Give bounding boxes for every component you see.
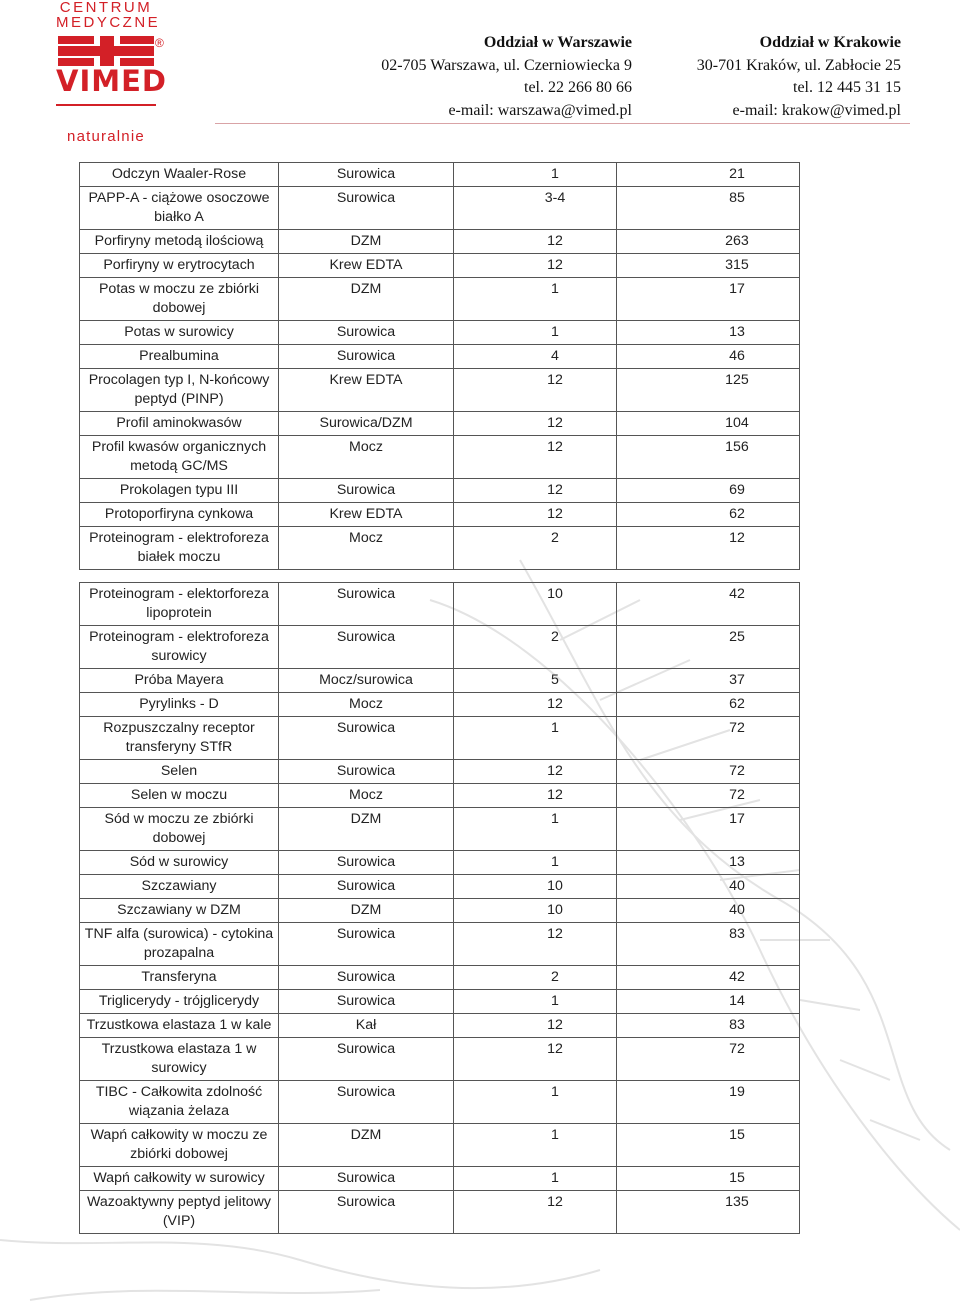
turnaround-days-cell: 2 — [454, 626, 617, 669]
test-name-cell: Rozpuszczalny receptor transferyny STfR — [80, 717, 279, 760]
table-row — [80, 966, 800, 990]
material-cell: Surowica — [279, 1081, 454, 1124]
test-name-cell: Profil kwasów organicznych metodą GC/MS — [80, 436, 279, 479]
table-row — [80, 369, 800, 412]
branch-name: Oddział w Warszawie — [483, 34, 632, 51]
material-cell: Surowica — [279, 851, 454, 875]
test-name-cell: Trzustkowa elastaza 1 w kale — [80, 1014, 279, 1038]
price-cell: 156 — [617, 436, 800, 479]
material-cell: Krew EDTA — [279, 503, 454, 527]
turnaround-days-cell: 1 — [454, 990, 617, 1014]
turnaround-days-cell: 12 — [454, 503, 617, 527]
turnaround-days-cell: 1 — [454, 851, 617, 875]
red-cross-icon — [58, 36, 154, 66]
vimed-logo — [56, 0, 168, 150]
material-cell: Surowica — [279, 626, 454, 669]
branch-name: Oddział w Krakowie — [759, 34, 901, 51]
price-cell: 135 — [617, 1191, 800, 1234]
test-name-cell: Odczyn Waaler-Rose — [80, 163, 279, 187]
turnaround-days-cell: 1 — [454, 1167, 617, 1191]
price-cell: 15 — [617, 1124, 800, 1167]
material-cell: Mocz — [279, 436, 454, 479]
material-cell: DZM — [279, 278, 454, 321]
table-row — [80, 163, 800, 187]
price-cell: 40 — [617, 875, 800, 899]
branch-address: 02-705 Warszawa, ul. Czerniowiecka 9 — [381, 56, 632, 74]
test-name-cell: Sód w surowicy — [80, 851, 279, 875]
turnaround-days-cell: 12 — [454, 1191, 617, 1234]
test-name-cell: Próba Mayera — [80, 669, 279, 693]
table-row — [80, 1081, 800, 1124]
turnaround-days-cell: 12 — [454, 230, 617, 254]
price-cell: 72 — [617, 1038, 800, 1081]
logo-brand: VIMED — [56, 64, 167, 98]
turnaround-days-cell: 1 — [454, 808, 617, 851]
branch-address: 30-701 Kraków, ul. Zabłocie 25 — [696, 56, 901, 74]
test-name-cell: Prokolagen typu III — [80, 479, 279, 503]
price-cell: 46 — [617, 345, 800, 369]
table-row — [80, 875, 800, 899]
price-cell: 72 — [617, 760, 800, 784]
table-row — [80, 923, 800, 966]
test-name-cell: Porfiryny metodą ilościową — [80, 230, 279, 254]
branch-email: e-mail: krakow@vimed.pl — [732, 101, 901, 119]
turnaround-days-cell: 1 — [454, 278, 617, 321]
turnaround-days-cell: 12 — [454, 479, 617, 503]
turnaround-days-cell: 1 — [454, 1124, 617, 1167]
price-cell: 125 — [617, 369, 800, 412]
branch-krakow — [697, 32, 901, 122]
table-row — [80, 851, 800, 875]
material-cell: Surowica — [279, 966, 454, 990]
test-name-cell: Selen w moczu — [80, 784, 279, 808]
price-cell: 83 — [617, 923, 800, 966]
table-row — [80, 1014, 800, 1038]
material-cell: Surowica — [279, 345, 454, 369]
turnaround-days-cell: 12 — [454, 1038, 617, 1081]
material-cell: Surowica — [279, 163, 454, 187]
test-name-cell: Trzustkowa elastaza 1 w surowicy — [80, 1038, 279, 1081]
turnaround-days-cell: 4 — [454, 345, 617, 369]
material-cell: Kał — [279, 1014, 454, 1038]
turnaround-days-cell: 10 — [454, 875, 617, 899]
test-name-cell: Porfiryny w erytrocytach — [80, 254, 279, 278]
material-cell: Mocz — [279, 693, 454, 717]
price-cell: 17 — [617, 808, 800, 851]
logo-tagline: naturalnie — [67, 128, 145, 145]
price-cell: 12 — [617, 527, 800, 570]
test-name-cell: Sód w moczu ze zbiórki dobowej — [80, 808, 279, 851]
turnaround-days-cell: 12 — [454, 436, 617, 479]
price-cell: 62 — [617, 503, 800, 527]
table-row — [80, 254, 800, 278]
price-cell: 85 — [617, 187, 800, 230]
material-cell: Surowica — [279, 717, 454, 760]
test-name-cell: TIBC - Całkowita zdolność wiązania żelaza — [80, 1081, 279, 1124]
material-cell: Surowica — [279, 321, 454, 345]
material-cell: Surowica — [279, 1038, 454, 1081]
test-name-cell: Szczawiany w DZM — [80, 899, 279, 923]
table-row — [80, 990, 800, 1014]
branch-phone: tel. 22 266 80 66 — [524, 79, 632, 96]
turnaround-days-cell: 1 — [454, 321, 617, 345]
price-cell: 315 — [617, 254, 800, 278]
registered-mark: ® — [155, 36, 164, 50]
price-cell: 15 — [617, 1167, 800, 1191]
table-row — [80, 784, 800, 808]
logo-line-centrum: CENTRUM — [59, 0, 153, 16]
turnaround-days-cell: 12 — [454, 412, 617, 436]
test-name-cell: Proteinogram - elektroforeza surowicy — [80, 626, 279, 669]
table-row — [80, 1124, 800, 1167]
material-cell: Surowica — [279, 479, 454, 503]
table-row — [80, 527, 800, 570]
test-name-cell: Potas w surowicy — [80, 321, 279, 345]
test-name-cell: Wapń całkowity w moczu ze zbiórki dobowej — [80, 1124, 279, 1167]
material-cell: Surowica — [279, 760, 454, 784]
table-row — [80, 412, 800, 436]
test-name-cell: TNF alfa (surowica) - cytokina prozapalna — [80, 923, 279, 966]
test-name-cell: Transferyna — [80, 966, 279, 990]
turnaround-days-cell: 2 — [454, 527, 617, 570]
test-name-cell: Profil aminokwasów — [80, 412, 279, 436]
test-name-cell: Procolagen typ I, N-końcowy peptyd (PINP) — [80, 369, 279, 412]
turnaround-days-cell: 12 — [454, 760, 617, 784]
logo-divider — [56, 104, 156, 106]
turnaround-days-cell: 1 — [454, 1081, 617, 1124]
test-name-cell: Wapń całkowity w surowicy — [80, 1167, 279, 1191]
turnaround-days-cell: 5 — [454, 669, 617, 693]
turnaround-days-cell: 1 — [454, 717, 617, 760]
turnaround-days-cell: 12 — [454, 369, 617, 412]
price-cell: 40 — [617, 899, 800, 923]
table-row — [80, 278, 800, 321]
test-price-table — [79, 162, 800, 570]
material-cell: Surowica — [279, 990, 454, 1014]
table-row — [80, 436, 800, 479]
table-row — [80, 1167, 800, 1191]
price-cell: 37 — [617, 669, 800, 693]
branch-warsaw — [381, 32, 632, 122]
table-row — [80, 187, 800, 230]
table-row — [80, 1191, 800, 1234]
table-row — [80, 899, 800, 923]
price-cell: 17 — [617, 278, 800, 321]
turnaround-days-cell: 3-4 — [454, 187, 617, 230]
turnaround-days-cell: 12 — [454, 784, 617, 808]
test-name-cell: Wazoaktywny peptyd jelitowy (VIP) — [80, 1191, 279, 1234]
price-cell: 14 — [617, 990, 800, 1014]
price-cell: 62 — [617, 693, 800, 717]
table-row — [80, 583, 800, 626]
test-name-cell: Triglicerydy - trójglicerydy — [80, 990, 279, 1014]
price-cell: 72 — [617, 784, 800, 808]
price-cell: 13 — [617, 851, 800, 875]
table-row — [80, 479, 800, 503]
turnaround-days-cell: 12 — [454, 693, 617, 717]
test-name-cell: Szczawiany — [80, 875, 279, 899]
table-row — [80, 808, 800, 851]
turnaround-days-cell: 10 — [454, 583, 617, 626]
test-name-cell: Proteinogram - elektorforeza lipoprotein — [80, 583, 279, 626]
test-name-cell: Prealbumina — [80, 345, 279, 369]
table-row — [80, 345, 800, 369]
table-row — [80, 760, 800, 784]
table-row — [80, 693, 800, 717]
test-name-cell: PAPP-A - ciążowe osoczowe białko A — [80, 187, 279, 230]
turnaround-days-cell: 12 — [454, 1014, 617, 1038]
table-row — [80, 1038, 800, 1081]
turnaround-days-cell: 2 — [454, 966, 617, 990]
material-cell: Surowica — [279, 583, 454, 626]
price-cell: 69 — [617, 479, 800, 503]
material-cell: Mocz/surowica — [279, 669, 454, 693]
material-cell: Mocz — [279, 527, 454, 570]
header-divider — [215, 123, 910, 124]
turnaround-days-cell: 12 — [454, 923, 617, 966]
price-cell: 104 — [617, 412, 800, 436]
turnaround-days-cell: 12 — [454, 254, 617, 278]
table-row — [80, 321, 800, 345]
material-cell: DZM — [279, 1124, 454, 1167]
turnaround-days-cell: 10 — [454, 899, 617, 923]
test-price-table — [79, 582, 800, 1234]
material-cell: DZM — [279, 230, 454, 254]
test-name-cell: Proteinogram - elektroforeza białek moczu — [80, 527, 279, 570]
table-row — [80, 717, 800, 760]
material-cell: Mocz — [279, 784, 454, 808]
test-name-cell: Pyrylinks - D — [80, 693, 279, 717]
material-cell: Krew EDTA — [279, 369, 454, 412]
branch-email: e-mail: warszawa@vimed.pl — [448, 101, 632, 119]
price-cell: 13 — [617, 321, 800, 345]
table-row — [80, 669, 800, 693]
material-cell: Krew EDTA — [279, 254, 454, 278]
price-cell: 83 — [617, 1014, 800, 1038]
price-cell: 42 — [617, 966, 800, 990]
test-name-cell: Selen — [80, 760, 279, 784]
logo-line-medyczne: MEDYCZNE — [56, 14, 161, 31]
material-cell: Surowica — [279, 1191, 454, 1234]
table-row — [80, 230, 800, 254]
material-cell: Surowica/DZM — [279, 412, 454, 436]
price-cell: 21 — [617, 163, 800, 187]
price-cell: 25 — [617, 626, 800, 669]
test-name-cell: Potas w moczu ze zbiórki dobowej — [80, 278, 279, 321]
material-cell: Surowica — [279, 875, 454, 899]
price-cell: 72 — [617, 717, 800, 760]
branch-phone: tel. 12 445 31 15 — [793, 79, 901, 96]
price-cell: 263 — [617, 230, 800, 254]
material-cell: DZM — [279, 808, 454, 851]
material-cell: Surowica — [279, 187, 454, 230]
price-cell: 19 — [617, 1081, 800, 1124]
test-name-cell: Protoporfiryna cynkowa — [80, 503, 279, 527]
table-row — [80, 503, 800, 527]
material-cell: Surowica — [279, 1167, 454, 1191]
table-row — [80, 626, 800, 669]
turnaround-days-cell: 1 — [454, 163, 617, 187]
price-cell: 42 — [617, 583, 800, 626]
material-cell: DZM — [279, 899, 454, 923]
material-cell: Surowica — [279, 923, 454, 966]
